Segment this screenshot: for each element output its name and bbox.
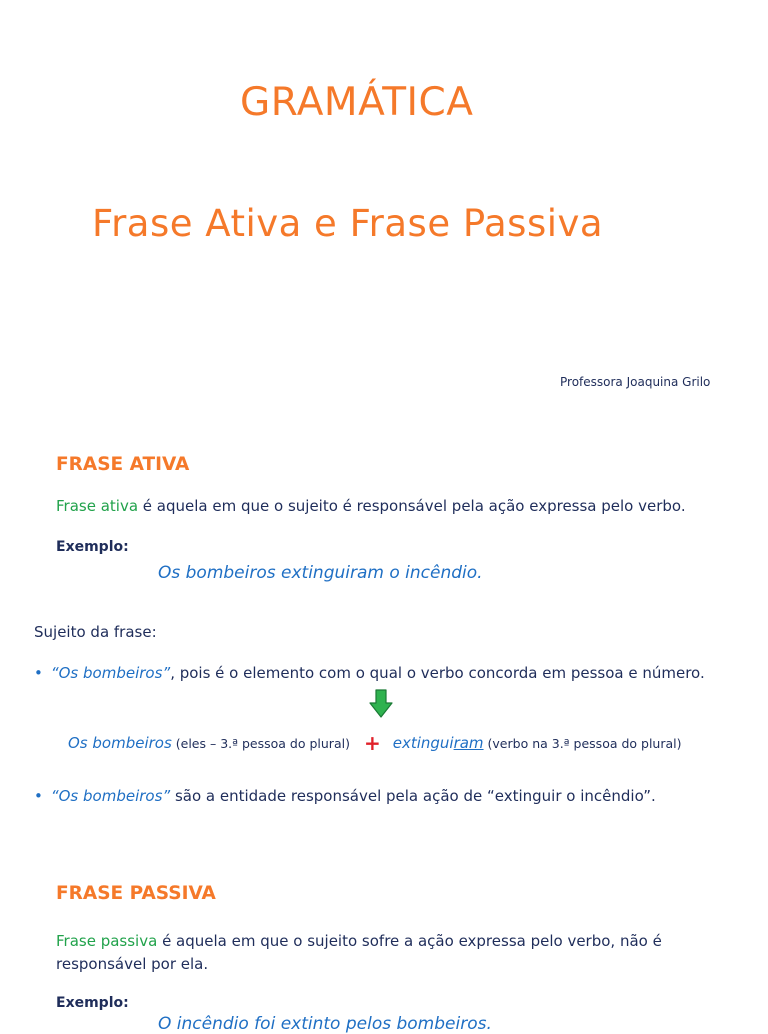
page-subtitle: Frase Ativa e Frase Passiva (92, 202, 604, 245)
equation-subject: Os bombeiros (68, 734, 172, 752)
agreement-equation (68, 729, 682, 753)
bullet-item (34, 664, 705, 682)
example-sentence-passiva: O incêndio foi extinto pelos bombeiros. (158, 1014, 492, 1034)
bullet-term: “Os bombeiros” (50, 664, 171, 682)
author: Professora Joaquina Grilo (560, 375, 711, 389)
equation-verb-note: (verbo na 3.ª pessoa do plural) (483, 736, 682, 751)
subject-label: Sujeito da frase: (34, 623, 157, 641)
bullet-term: “Os bombeiros” (50, 787, 171, 805)
bullet-item (34, 787, 656, 805)
plus-icon: + (363, 731, 381, 755)
section-heading-ativa: FRASE ATIVA (56, 454, 190, 475)
section-heading-passiva: FRASE PASSIVA (56, 883, 216, 904)
bullet-icon: • (34, 664, 43, 682)
bullet-icon: • (34, 787, 43, 805)
page-title: GRAMÁTICA (240, 80, 474, 125)
definition-term: Frase ativa (56, 497, 139, 515)
definition-term: Frase passiva (56, 932, 158, 950)
green-down-arrow-icon (369, 689, 393, 723)
definition-text: é aquela em que o sujeito é responsável pela ação expressa pelo verbo. (138, 497, 686, 515)
equation-verb-stem: extingui (392, 734, 454, 752)
example-label: Exemplo: (56, 995, 129, 1011)
equation-verb-ending: ram (453, 734, 484, 752)
equation-subject-note: (eles – 3.ª pessoa do plural) (171, 736, 350, 751)
definition-text: é aquela em que o sujeito sofre a ação expressa pelo verbo, não é responsável por ela. (56, 932, 662, 973)
example-sentence-ativa: Os bombeiros extinguiram o incêndio. (158, 563, 483, 583)
definition-ativa (56, 497, 686, 515)
definition-passiva (56, 930, 736, 976)
example-label: Exemplo: (56, 539, 129, 555)
bullet-text: são a entidade responsável pela ação de “extinguir o incêndio”. (170, 787, 656, 805)
bullet-text: , pois é o elemento com o qual o verbo concorda em pessoa e número. (170, 664, 705, 682)
